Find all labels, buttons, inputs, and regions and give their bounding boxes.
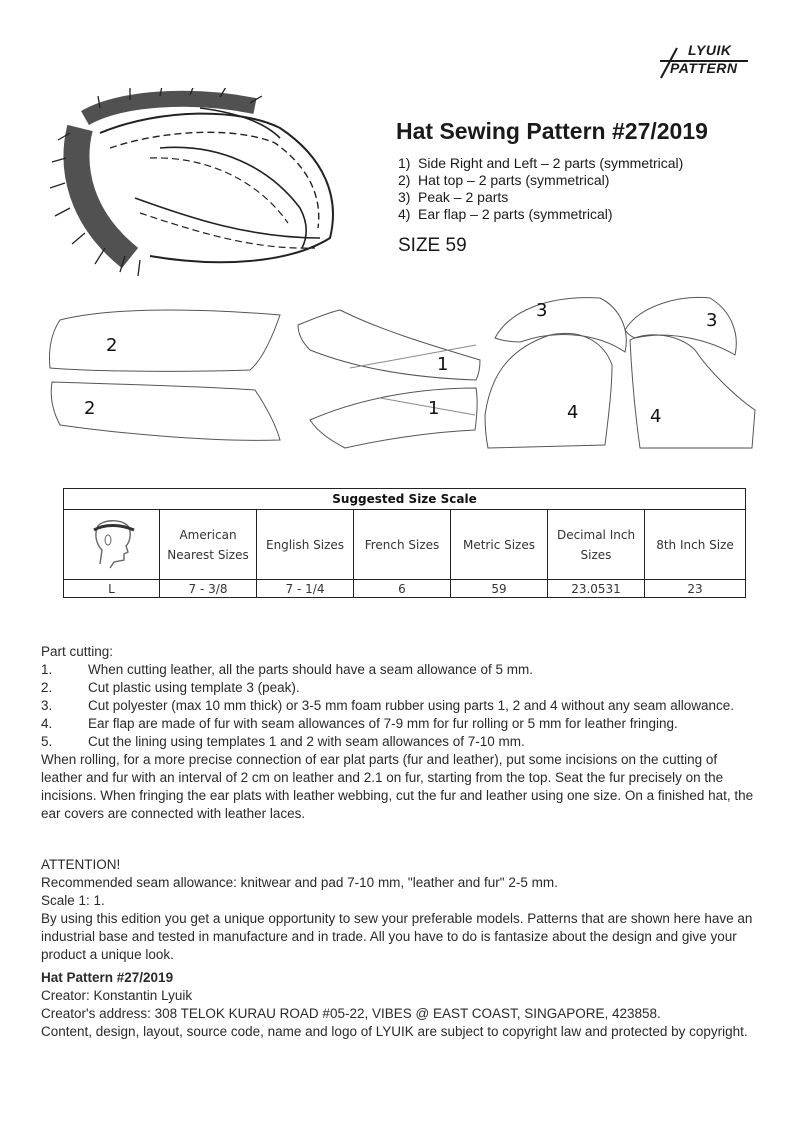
size-table xyxy=(63,488,746,598)
cutting-item-num: 5. xyxy=(41,734,53,749)
lyuik-logo xyxy=(652,38,752,82)
part-text: Hat top – 2 parts (symmetrical) xyxy=(418,172,610,188)
table-header: French Sizes xyxy=(354,510,451,580)
table-cell: 23.0531 xyxy=(548,580,645,598)
part-number: 2) xyxy=(398,172,411,188)
pattern-label: 2 xyxy=(84,398,96,419)
pattern-label: 4 xyxy=(567,402,579,423)
cutting-item-text: Cut plastic using template 3 (peak). xyxy=(88,680,300,695)
part-number: 1) xyxy=(398,155,411,171)
table-caption: Suggested Size Scale xyxy=(64,489,746,510)
footer-address: Creator's address: 308 TELOK KURAU ROAD #05-22, VIBES @ EAST COAST, SINGAPORE, 423858. xyxy=(41,1006,661,1021)
cutting-item-num: 1. xyxy=(41,662,53,677)
parts-list-item xyxy=(398,155,683,172)
table-cell: L xyxy=(64,580,160,598)
footer-section xyxy=(41,969,761,1041)
pattern-label: 3 xyxy=(706,310,718,331)
pattern-piece-3b xyxy=(625,297,736,355)
pattern-label: 1 xyxy=(437,354,449,375)
pattern-piece-1b xyxy=(310,388,477,448)
table-header: Decimal Inch Sizes xyxy=(548,510,645,580)
table-cell: 59 xyxy=(451,580,548,598)
attention-line: Scale 1: 1. xyxy=(41,893,105,908)
cutting-item xyxy=(41,697,761,715)
page-title: Hat Sewing Pattern #27/2019 xyxy=(396,118,708,144)
part-text: Ear flap – 2 parts (symmetrical) xyxy=(418,206,613,222)
pattern-label: 1 xyxy=(428,398,440,419)
pattern-piece-4b xyxy=(630,335,755,448)
table-cell: 7 - 3/8 xyxy=(160,580,257,598)
pattern-piece-3a xyxy=(495,298,626,352)
table-cell: 23 xyxy=(645,580,746,598)
parts-list-item xyxy=(398,189,683,206)
part-number: 3) xyxy=(398,189,411,205)
pattern-label: 4 xyxy=(650,406,662,427)
cutting-heading: Part cutting: xyxy=(41,644,114,659)
pattern-piece-2a xyxy=(49,310,280,371)
pattern-pieces xyxy=(40,290,760,460)
pattern-label: 2 xyxy=(106,335,118,356)
pattern-piece-1a xyxy=(298,310,480,380)
table-header: American Nearest Sizes xyxy=(160,510,257,580)
table-row xyxy=(64,580,746,598)
parts-list-item xyxy=(398,206,683,223)
footer-copyright: Content, design, layout, source code, name and logo of LYUIK are subject to copyright law and protected by copyright. xyxy=(41,1024,748,1039)
parts-list xyxy=(398,155,683,223)
cutting-item-num: 4. xyxy=(41,716,53,731)
head-icon-cell xyxy=(64,510,160,580)
attention-heading: ATTENTION! xyxy=(41,857,121,872)
cutting-paragraph: When rolling, for a more precise connection of ear plat parts (fur and leather), put some incisions on the cutting of leather and fur with an interval of 2 cm on leather and 2.1 on fur, starting from the top. Seat the fur precisely on the incisions. When fringing the ear plats with leather webbing, cut the fur and leather using one size. On a finished hat, the ear covers are connected with leather laces. xyxy=(41,752,754,821)
cutting-section xyxy=(41,643,761,823)
cutting-item-text: Cut polyester (max 10 mm thick) or 3-5 mm foam rubber using parts 1, 2 and 4 without any seam allowance. xyxy=(88,698,735,713)
table-cell: 7 - 1/4 xyxy=(257,580,354,598)
parts-list-item xyxy=(398,172,683,189)
cutting-item-num: 2. xyxy=(41,680,53,695)
attention-line: Recommended seam allowance: knitwear and pad 7-10 mm, "leather and fur" 2-5 mm. xyxy=(41,875,558,890)
pattern-label: 3 xyxy=(536,300,548,321)
footer-creator: Creator: Konstantin Lyuik xyxy=(41,988,193,1003)
hat-illustration xyxy=(40,88,340,288)
table-cell: 6 xyxy=(354,580,451,598)
cutting-item-text: Ear flap are made of fur with seam allowances of 7-9 mm for fur rolling or 5 mm for leather fringing. xyxy=(88,716,678,731)
table-header: 8th Inch Size xyxy=(645,510,746,580)
head-measure-icon xyxy=(80,514,144,570)
cutting-item-num: 3. xyxy=(41,698,53,713)
cutting-item xyxy=(41,679,761,697)
attention-line: By using this edition you get a unique opportunity to sew your preferable models. Patterns that are shown here have an industrial base and tested in manufacture and in trade. All you have to do is fantasize about the design and give your product a unique look. xyxy=(41,911,753,962)
part-text: Peak – 2 parts xyxy=(418,189,509,205)
table-header: English Sizes xyxy=(257,510,354,580)
attention-section xyxy=(41,856,761,964)
cutting-item-text: When cutting leather, all the parts should have a seam allowance of 5 mm. xyxy=(88,662,533,677)
part-number: 4) xyxy=(398,206,411,222)
part-text: Side Right and Left – 2 parts (symmetrical) xyxy=(418,155,684,171)
table-header: Metric Sizes xyxy=(451,510,548,580)
footer-pattern: Hat Pattern #27/2019 xyxy=(41,970,174,985)
cutting-item xyxy=(41,715,761,733)
cutting-item xyxy=(41,733,761,751)
pattern-piece-4a xyxy=(485,333,612,448)
logo-text-1: LYUIK xyxy=(688,42,732,58)
cutting-item-text: Cut the lining using templates 1 and 2 with seam allowances of 7-10 mm. xyxy=(88,734,525,749)
size-label: SIZE 59 xyxy=(398,235,467,256)
logo-text-2: PATTERN xyxy=(670,60,738,76)
cutting-item xyxy=(41,661,761,679)
